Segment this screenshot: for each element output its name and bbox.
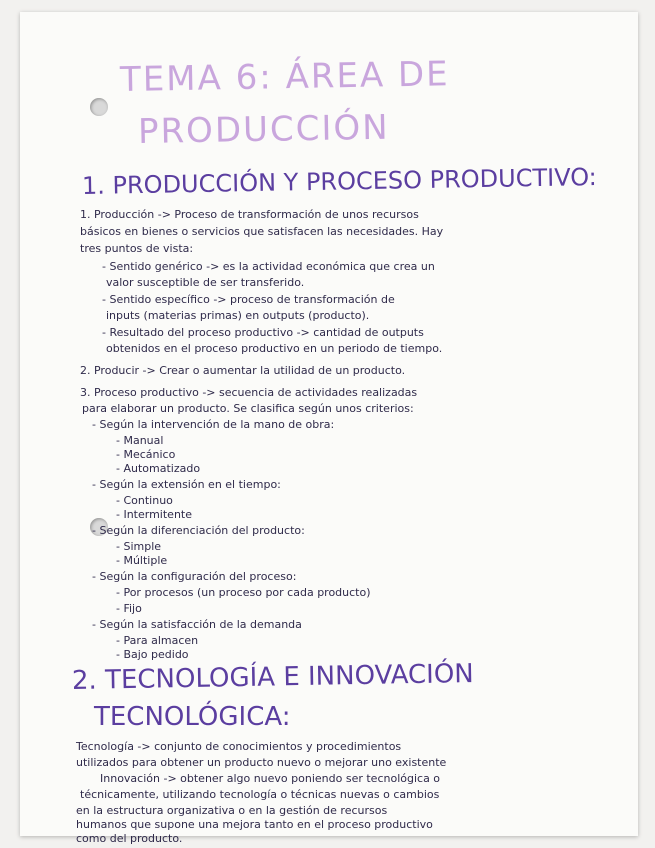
body-line: - Manual (116, 434, 164, 447)
body-line: - Sentido específico -> proceso de transformación de (102, 293, 395, 306)
section1-heading: 1. PRODUCCIÓN Y PROCESO PRODUCTIVO: (81, 163, 597, 200)
body-line: Innovación -> obtener algo nuevo poniendo ser tecnológica o (100, 772, 441, 785)
body-line: - Según la intervención de la mano de obra: (92, 418, 335, 431)
body-line: - Múltiple (116, 554, 168, 567)
body-line: técnicamente, utilizando tecnología o técnicas nuevas o cambios (80, 788, 440, 801)
body-line: - Según la satisfacción de la demanda (92, 618, 302, 631)
body-line: 3. Proceso productivo -> secuencia de actividades realizadas (80, 386, 418, 399)
notebook-page (20, 12, 638, 845)
body-line: - Bajo pedido (116, 648, 189, 661)
body-line: básicos en bienes o servicios que satisfacen las necesidades. Hay (80, 225, 444, 238)
body-line: - Resultado del proceso productivo -> cantidad de outputs (102, 326, 424, 339)
body-line: - Simple (116, 540, 162, 553)
punch-hole (90, 98, 108, 116)
body-line: - Sentido genérico -> es la actividad económica que crea un (102, 260, 435, 273)
body-line: tres puntos de vista: (80, 242, 194, 255)
body-line: 1. Producción -> Proceso de transformación de unos recursos (80, 208, 419, 221)
body-line: Tecnología -> conjunto de conocimientos y procedimientos (76, 740, 402, 753)
title-line-2: PRODUCCIÓN (137, 107, 390, 152)
body-line: - Para almacen (116, 634, 199, 647)
body-line: humanos que supone una mejora tanto en el proceso productivo (76, 818, 433, 831)
body-line: obtenidos en el proceso productivo en un periodo de tiempo. (106, 342, 443, 355)
body-line: - Mecánico (116, 448, 176, 461)
body-line: utilizados para obtener un producto nuevo o mejorar uno existente (76, 756, 447, 769)
body-line: - Según la extensión en el tiempo: (92, 478, 281, 491)
body-line: valor susceptible de ser transferido. (106, 276, 305, 289)
section2-heading-line-1: 2. TECNOLOGÍA E INNOVACIÓN (71, 658, 474, 696)
body-line: en la estructura organizativa o en la gestión de recursos (76, 804, 388, 817)
body-line: - Intermitente (116, 508, 192, 521)
body-line: - Por procesos (un proceso por cada producto) (116, 586, 371, 599)
body-line: - Según la diferenciación del producto: (92, 524, 305, 537)
body-line: - Continuo (116, 494, 173, 507)
section2-heading-line-2: TECNOLÓGICA: (94, 702, 291, 732)
body-line: como del producto. (76, 832, 183, 845)
title-line-1: TEMA 6: ÁREA DE (119, 54, 450, 100)
body-line: para elaborar un producto. Se clasifica según unos criterios: (82, 402, 414, 415)
body-line: inputs (materias primas) en outputs (producto). (106, 309, 370, 322)
body-line: - Según la configuración del proceso: (92, 570, 297, 583)
body-line: - Automatizado (116, 462, 201, 475)
body-line: 2. Producir -> Crear o aumentar la utilidad de un producto. (80, 364, 406, 377)
body-line: - Fijo (116, 602, 142, 615)
